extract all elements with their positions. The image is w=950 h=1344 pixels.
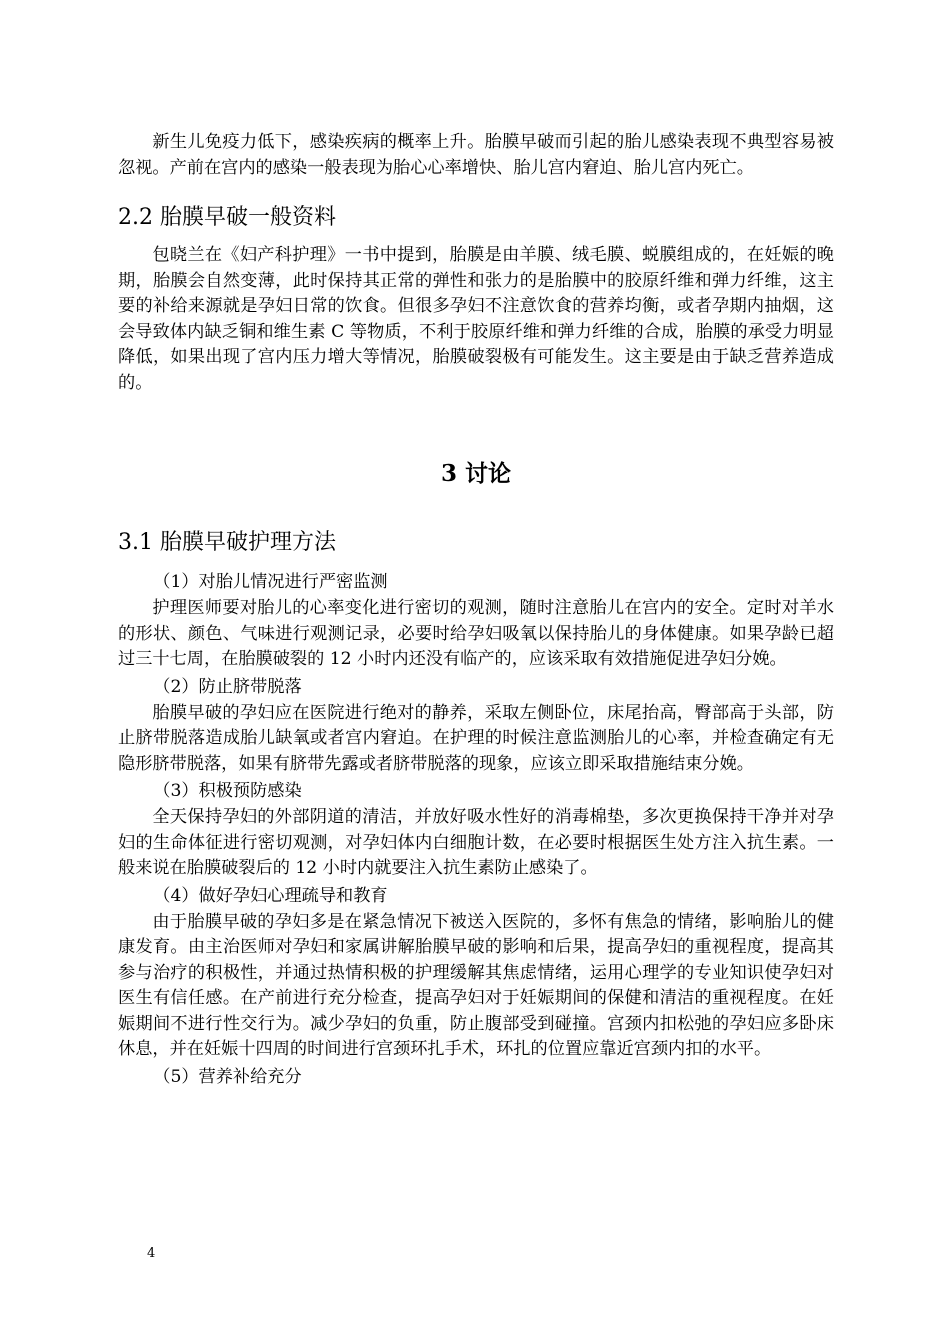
section-2-2-heading: 2.2 胎膜早破一般资料	[118, 205, 336, 230]
section-2-2-paragraph: 包晓兰在《妇产科护理》一书中提到，胎膜是由羊膜、绒毛膜、蜕膜组成的，在妊娠的晚期，胎膜会自然变薄，此时保持其正常的弹性和张力的是胎膜中的胶原纤维和弹力纤维，这主要的补给来源就是孕妇日常的饮食。但很多孕妇不注意饮食的营养均衡，或者孕期内抽烟，这会导致体内缺乏铜和维生素 C 等物质，不利于胶原纤维和弹力纤维的合成，胎膜的承受力明显降低，如果出现了宫内压力增大等情况，胎膜破裂极有可能发生。这主要是由于缺乏营养造成的。	[118, 245, 834, 393]
item-4-paragraph: 由于胎膜早破的孕妇多是在紧急情况下被送入医院的，多怀有焦急的情绪，影响胎儿的健康发育。由主治医师对孕妇和家属讲解胎膜早破的影响和后果，提高孕妇的重视程度，提高其参与治疗的积极性，并通过热情积极的护理缓解其焦虑情绪，运用心理学的专业知识使孕妇对医生有信任感。在产前进行充分检查，提高孕妇对于妊娠期间的保健和清洁的重视程度。在妊娠期间不进行性交行为。减少孕妇的负重，防止腹部受到碰撞。宫颈内扣松弛的孕妇应多卧床休息，并在妊娠十四周的时间进行宫颈环扎手术，环扎的位置应靠近宫颈内扣的水平。	[118, 911, 834, 1059]
item-4-heading: （4）做好孕妇心理疏导和教育	[153, 885, 388, 906]
page-number: 4	[147, 1246, 156, 1261]
item-1-paragraph: 护理医师要对胎儿的心率变化进行密切的观测，随时注意胎儿在宫内的安全。定时对羊水的形状、颜色、气味进行观测记录，必要时给孕妇吸氧以保持胎儿的身体健康。如果孕龄已超过三十七周，在胎膜破裂的 12 小时内还没有临产的，应该采取有效措施促进孕妇分娩。	[118, 598, 834, 669]
item-3-heading: （3）积极预防感染	[153, 781, 302, 801]
item-3-paragraph: 全天保持孕妇的外部阴道的清洁，并放好吸水性好的消毒棉垫，多次更换保持干净并对孕妇的生命体征进行密切观测，对孕妇体内白细胞计数，在必要时根据医生处方注入抗生素。一般来说在胎膜破裂后的 12 小时内就要注入抗生素防止感染了。	[118, 807, 834, 878]
page-content	[118, 130, 834, 1091]
item-2-paragraph: 胎膜早破的孕妇应在医院进行绝对的静养，采取左侧卧位，床尾抬高，臀部高于头部，防止脐带脱落造成胎儿缺氧或者宫内窘迫。在护理的时候注意监测胎儿的心率，并检查确定有无隐形脐带脱落，如果有脐带先露或者脐带脱落的现象，应该立即采取措施结束分娩。	[118, 702, 834, 774]
section-3-1-heading: 3.1 胎膜早破护理方法	[118, 530, 336, 555]
chapter-3-heading: 3 讨论	[440, 460, 511, 487]
intro-paragraph: 新生儿免疫力低下，感染疾病的概率上升。胎膜早破而引起的胎儿感染表现不典型容易被忽视。产前在宫内的感染一般表现为胎心心率增快、胎儿宫内窘迫、胎儿宫内死亡。	[118, 132, 834, 178]
item-1-heading: （1）对胎儿情况进行严密监测	[153, 572, 388, 592]
item-5-heading: （5）营养补给充分	[153, 1066, 302, 1087]
item-2-heading: （2）防止脐带脱落	[153, 676, 302, 697]
